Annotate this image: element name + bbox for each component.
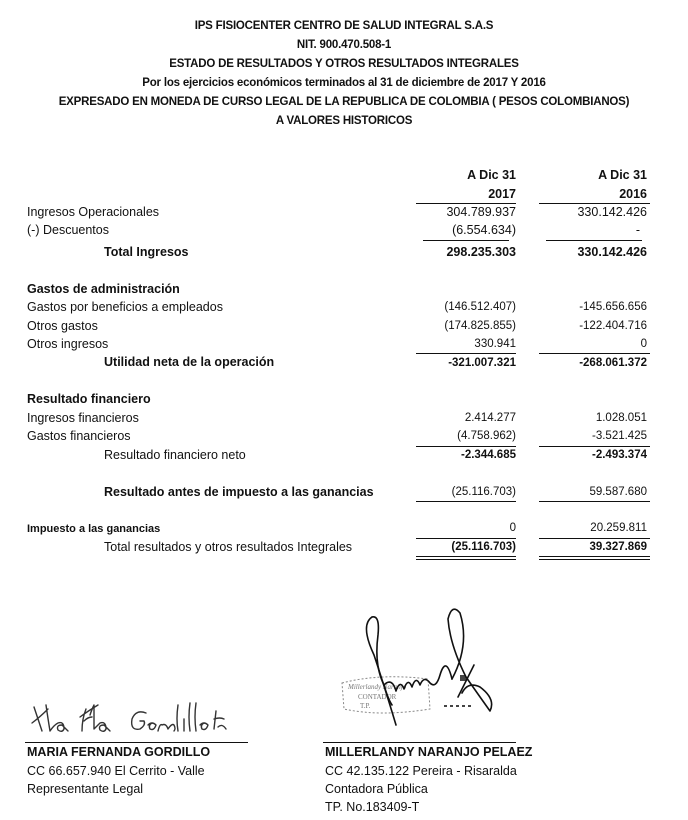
signature-line-legal-rep	[25, 742, 248, 743]
row-value-otros-ingresos-2017: 330.941	[474, 338, 516, 350]
row-value-total-ingresos-2017: 298.235.303	[446, 245, 516, 259]
row-value-gastos-financieros-2016: -3.521.425	[592, 430, 647, 442]
row-label-ingresos-financieros: Ingresos financieros	[27, 411, 139, 425]
column-header-underline-2016	[539, 203, 650, 204]
column-header-2017-date: A Dic 31	[467, 168, 516, 182]
row-label-utilidad-operacion: Utilidad neta de la operación	[104, 355, 275, 369]
row-value-otros-gastos-2017: (174.825.855)	[444, 320, 516, 332]
row-label-impuesto-ganancias: Impuesto a las ganancias	[27, 523, 161, 535]
subtotal-line-2016	[539, 446, 650, 447]
signer-id-legal-rep: CC 66.657.940 El Cerrito - Valle	[27, 764, 205, 778]
row-value-utilidad-operacion-2017: -321.007.321	[448, 357, 516, 369]
signer-role-accountant: Contadora Pública	[325, 782, 428, 796]
signature-handwriting-accountant	[340, 605, 520, 735]
signer-role-legal-rep: Representante Legal	[27, 782, 144, 796]
row-label-otros-ingresos: Otros ingresos	[27, 337, 109, 351]
subtotal-line-2016	[539, 353, 650, 354]
row-label-otros-gastos: Otros gastos	[27, 319, 98, 333]
signature-handwriting-legal-rep	[28, 695, 228, 740]
column-header-underline-2017	[416, 203, 516, 204]
subtotal-line-2016	[539, 538, 650, 539]
column-header-2016-year: 2016	[619, 187, 647, 201]
row-label-ingresos-operacionales: Ingresos Operacionales	[27, 205, 160, 219]
row-value-otros-ingresos-2016: 0	[640, 338, 647, 350]
currency-note: EXPRESADO EN MONEDA DE CURSO LEGAL DE LA REPUBLICA DE COLOMBIA ( PESOS COLOMBIANOS)	[58, 96, 630, 108]
row-value-resultado-financiero-neto-2017: -2.344.685	[461, 449, 516, 461]
row-label-descuentos: (-) Descuentos	[27, 223, 109, 237]
subtotal-line-2017	[423, 240, 509, 241]
company-name: IPS FISIOCENTER CENTRO DE SALUD INTEGRAL S.A.S	[194, 20, 494, 32]
row-value-descuentos-2017: (6.554.634)	[452, 223, 516, 237]
column-header-2017-year: 2017	[488, 187, 516, 201]
signer-name-accountant: MILLERLANDY NARANJO PELAEZ	[325, 745, 533, 759]
svg-text:T.P.: T.P.	[360, 702, 371, 710]
row-value-ingresos-financieros-2017: 2.414.277	[464, 412, 516, 424]
valuation-basis: A VALORES HISTORICOS	[275, 115, 413, 127]
row-label-total-resultados: Total resultados y otros resultados Integrales	[104, 540, 353, 554]
row-label-gastos-empleados: Gastos por beneficios a empleados	[27, 300, 223, 314]
row-value-utilidad-operacion-2016: -268.061.372	[579, 357, 647, 369]
subtotal-line-2017	[416, 446, 516, 447]
row-value-impuesto-ganancias-2017: 0	[509, 522, 516, 534]
row-value-gastos-empleados-2016: -145.656.656	[579, 301, 647, 313]
column-header-2016-date: A Dic 31	[598, 168, 647, 182]
row-value-otros-gastos-2016: -122.404.716	[579, 320, 647, 332]
row-label-total-ingresos: Total Ingresos	[104, 245, 189, 259]
row-label-gastos-financieros: Gastos financieros	[27, 429, 131, 443]
signature-line-accountant	[323, 742, 516, 743]
row-value-ingresos-operacionales-2016: 330.142.426	[577, 205, 647, 219]
subtotal-line-2016	[539, 501, 650, 502]
subtotal-line-2017	[416, 501, 516, 502]
subtotal-line-2016	[546, 240, 642, 241]
row-label-resultado-financiero-neto: Resultado financiero neto	[104, 448, 246, 462]
grand-total-double-line-2016	[539, 556, 650, 560]
row-label-resultado-antes-impuesto: Resultado antes de impuesto a las ganancias	[104, 485, 374, 499]
subtotal-line-2017	[416, 538, 516, 539]
subtotal-line-2017	[416, 353, 516, 354]
svg-text:Millerlandy Naranjo: Millerlandy Naranjo	[348, 683, 407, 691]
row-value-total-resultados-2016: 39.327.869	[589, 541, 647, 553]
signer-id-accountant: CC 42.135.122 Pereira - Risaralda	[325, 764, 517, 778]
row-value-total-ingresos-2016: 330.142.426	[577, 245, 647, 259]
row-value-ingresos-financieros-2016: 1.028.051	[595, 412, 647, 424]
row-value-gastos-financieros-2017: (4.758.962)	[457, 430, 516, 442]
row-value-descuentos-2016: -	[635, 223, 640, 237]
row-value-gastos-empleados-2017: (146.512.407)	[444, 301, 516, 313]
company-nit: NIT. 900.470.508-1	[296, 39, 392, 51]
statement-period: Por los ejercicios económicos terminados al 31 de diciembre de 2017 Y 2016	[142, 77, 546, 89]
svg-text:CONTADOR: CONTADOR	[358, 693, 397, 701]
row-value-resultado-financiero-neto-2016: -2.493.374	[592, 449, 647, 461]
row-value-resultado-antes-impuesto-2017: (25.116.703)	[451, 486, 516, 498]
row-value-total-resultados-2017: (25.116.703)	[451, 541, 516, 553]
row-value-ingresos-operacionales-2017: 304.789.937	[446, 205, 516, 219]
signer-name-legal-rep: MARIA FERNANDA GORDILLO	[27, 745, 211, 759]
signer-license-accountant: TP. No.183409-T	[325, 800, 420, 814]
section-header-resultado-financiero: Resultado financiero	[27, 392, 151, 406]
section-header-gastos-administracion: Gastos de administración	[27, 282, 180, 296]
grand-total-double-line-2017	[416, 556, 516, 560]
row-value-impuesto-ganancias-2016: 20.259.811	[590, 522, 647, 534]
row-value-resultado-antes-impuesto-2016: 59.587.680	[589, 486, 647, 498]
statement-title: ESTADO DE RESULTADOS Y OTROS RESULTADOS INTEGRALES	[169, 58, 519, 70]
